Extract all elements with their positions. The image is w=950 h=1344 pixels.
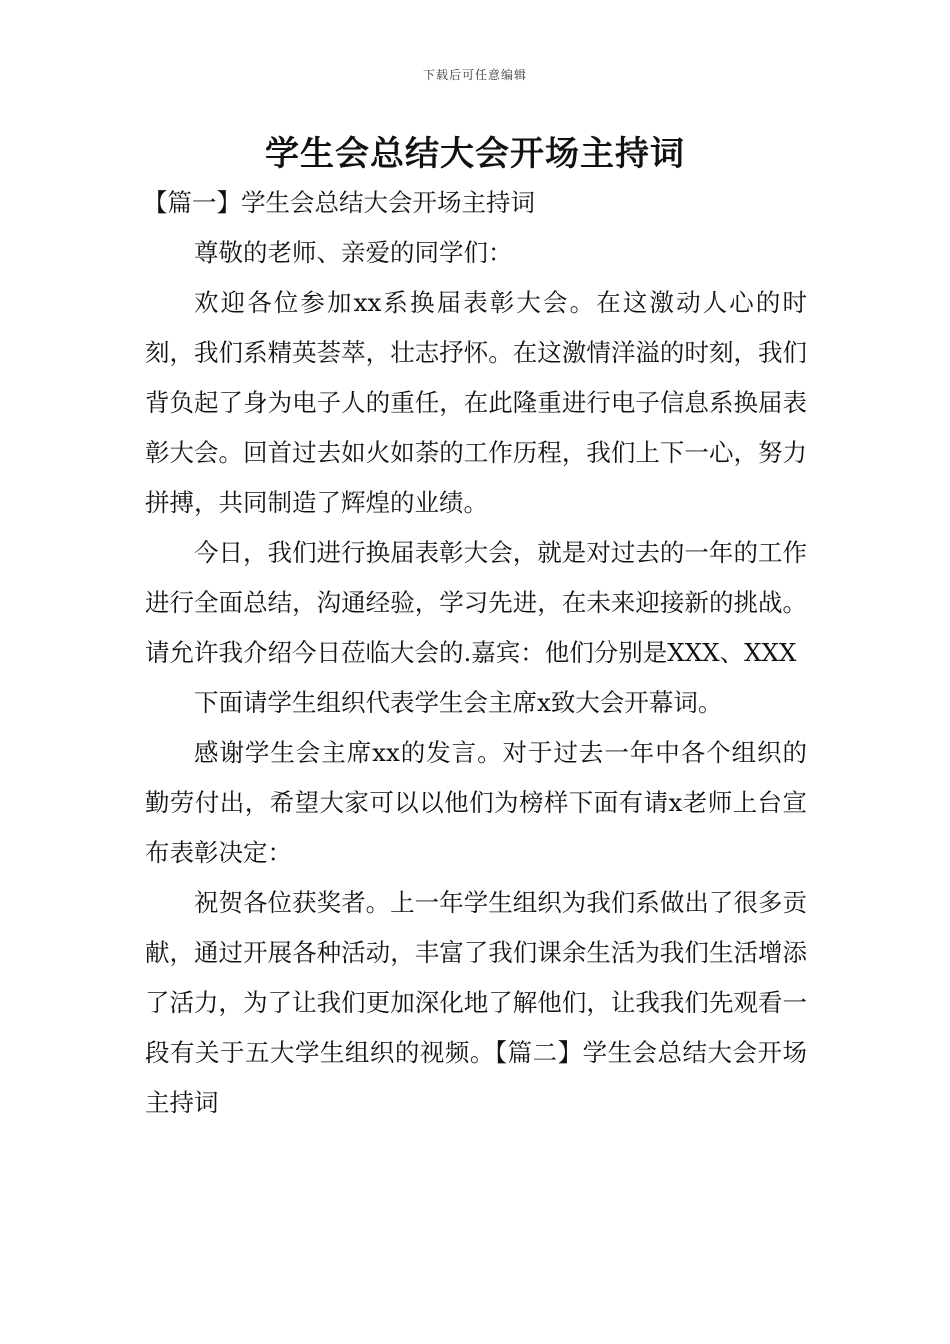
welcome-paragraph: 欢迎各位参加xx系换届表彰大会。在这激动人心的时刻，我们系精英荟萃，壮志抒怀。在这激情洋溢的时刻，我们背负起了身为电子人的重任，在此隆重进行电子信息系换届表彰大会。回首过去如火如荼的工作历程，我们上下一心，努力拼搏，共同制造了辉煌的业绩。 (145, 288, 807, 517)
header-note: 下载后可任意编辑 (422, 68, 527, 82)
purpose-paragraph: 今日，我们进行换届表彰大会，就是对过去的一年的工作进行全面总结，沟通经验，学习先进，在未来迎接新的挑战。请允许我介绍今日莅临大会的.嘉宾：他们分别是XXX、XXX (145, 538, 807, 667)
congratulations-paragraph: 祝贺各位获奖者。上一年学生组织为我们系做出了很多贡献，通过开展各种活动，丰富了我们课余生活为我们生活增添了活力，为了让我们更加深化地了解他们，让我我们先观看一段有关于五大学生组织的视频。【篇二】学生会总结大会开场主持词 (145, 888, 807, 1117)
section-heading: 【篇一】学生会总结大会开场主持词 (143, 188, 535, 217)
thanks-paragraph: 感谢学生会主席xx的发言。对于过去一年中各个组织的勤劳付出，希望大家可以以他们为榜样下面有请x老师上台宣布表彰决定： (145, 738, 807, 867)
opening-speech-paragraph: 下面请学生组织代表学生会主席x致大会开幕词。 (194, 688, 723, 717)
document-body (145, 178, 807, 1128)
document-title: 学生会总结大会开场主持词 (265, 134, 685, 174)
greeting-paragraph: 尊敬的老师、亲爱的同学们： (194, 238, 513, 267)
